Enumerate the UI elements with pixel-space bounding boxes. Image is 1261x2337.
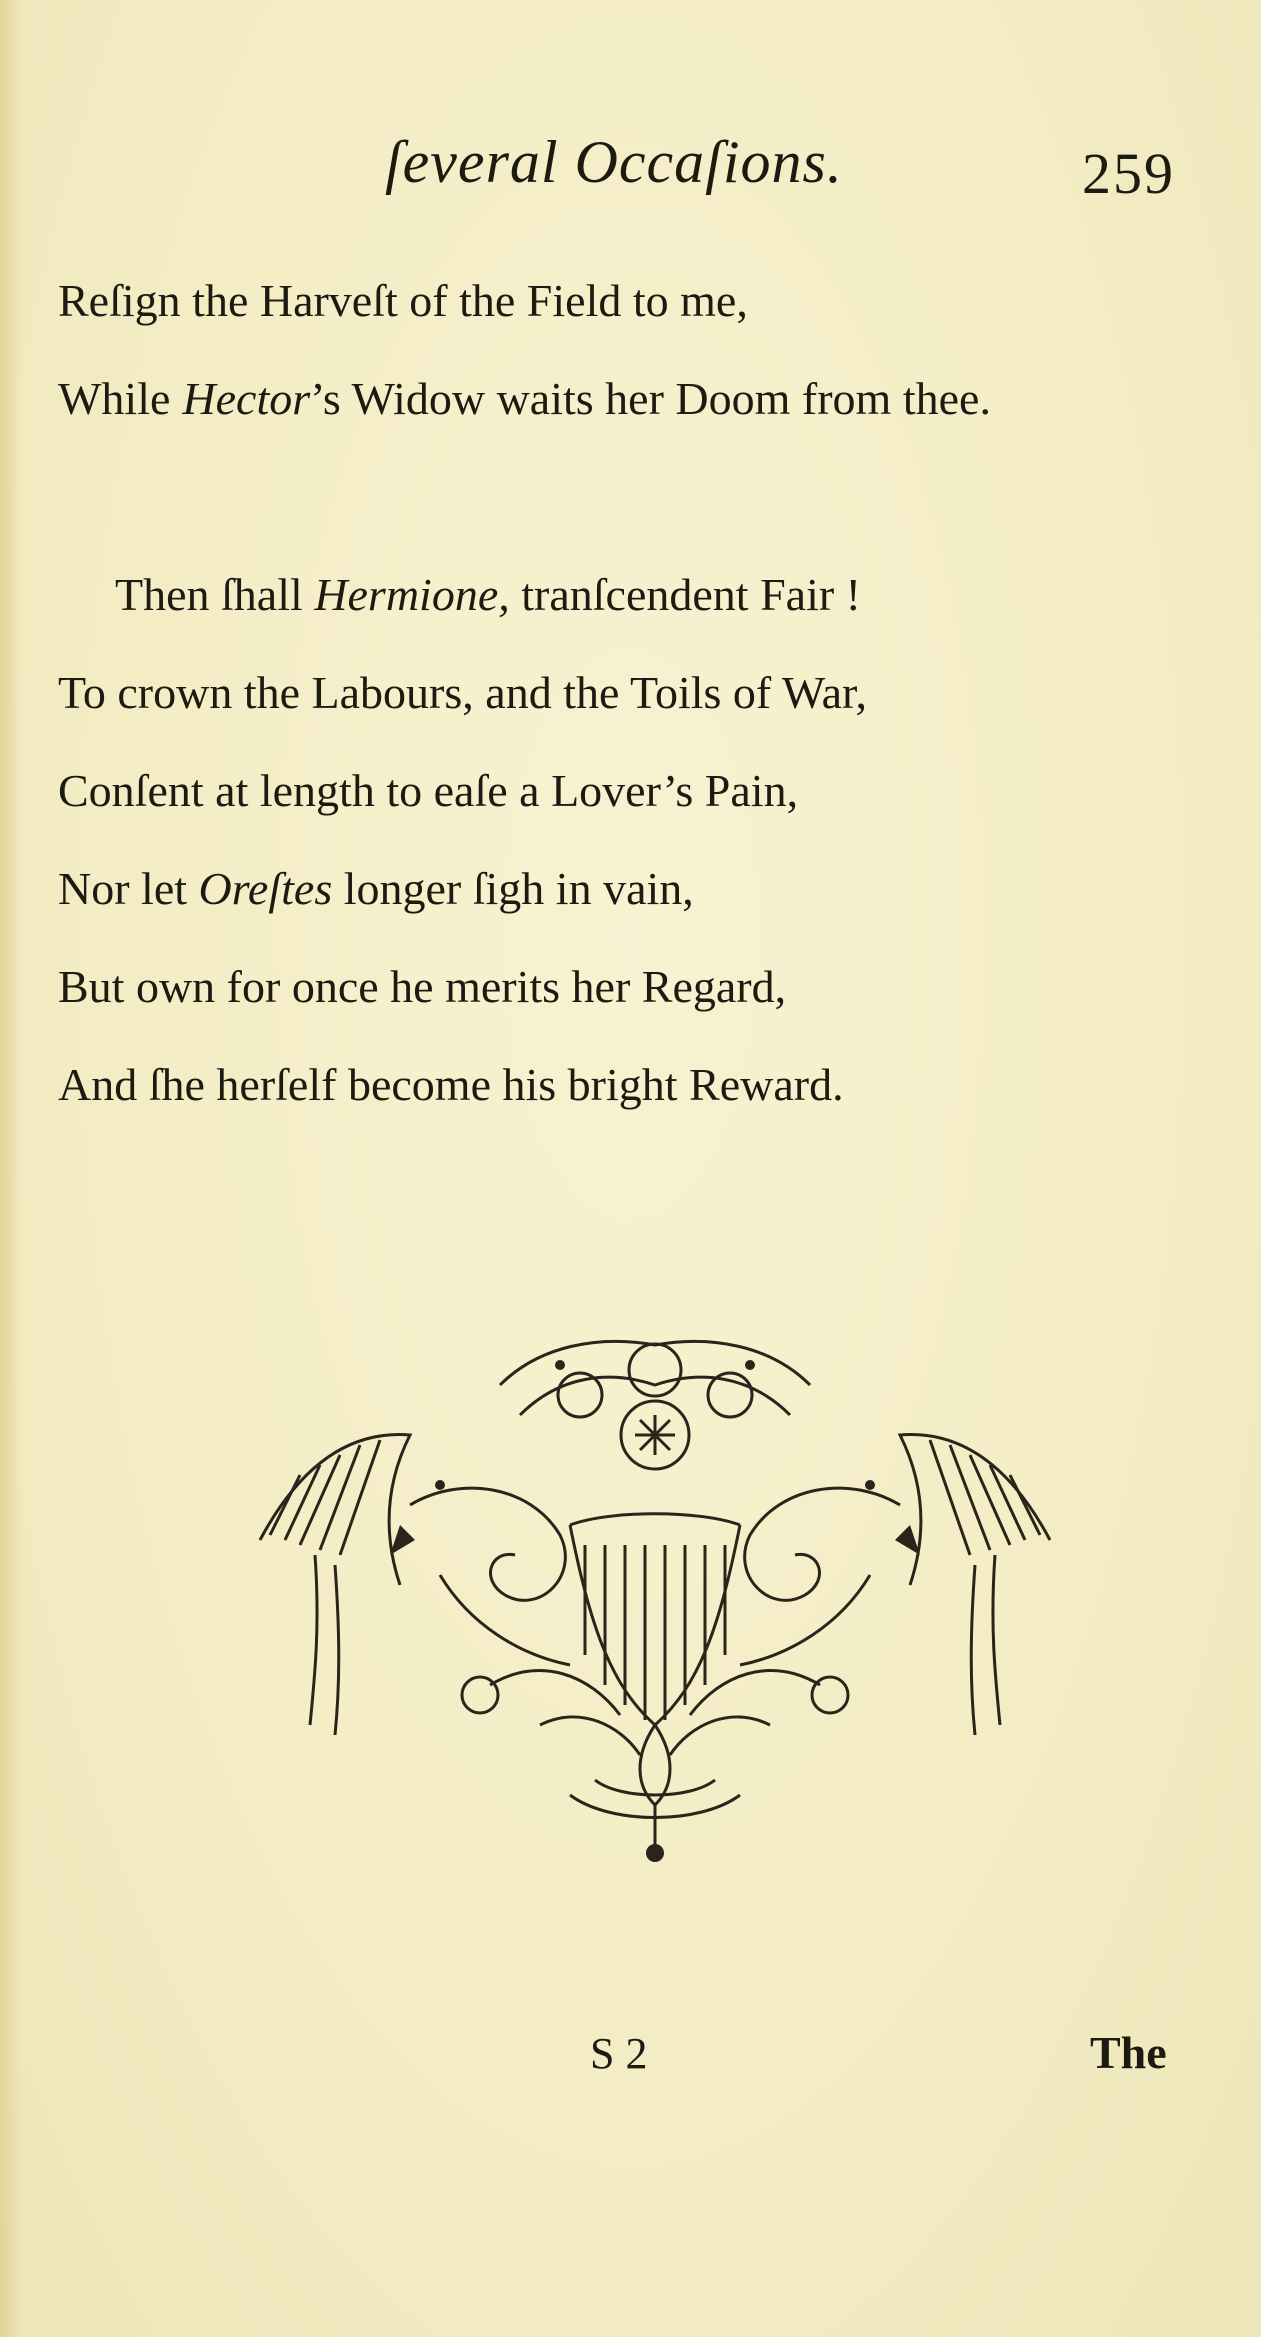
verse-line (58, 373, 991, 424)
verse-text: tranſcendent Fair ! (509, 569, 861, 620)
verse-text: Then ſhall (115, 569, 315, 620)
verse-text: But own for once he merits her Regard, (58, 961, 787, 1012)
verse-text: While (58, 373, 171, 424)
page-header (0, 118, 1261, 208)
verse-line (58, 667, 868, 718)
verse-text: And ſhe herſelf become his bright Reward. (58, 1059, 844, 1110)
floral-eagle-tailpiece-icon (240, 1325, 1070, 1880)
verse-text: longer ſigh in vain, (332, 863, 694, 914)
verse-line (58, 275, 748, 326)
verse-text: To crown the Labours, and the Toils of War, (58, 667, 868, 718)
page-number: 259 (1082, 141, 1175, 206)
signature-mark: S 2 (590, 2029, 648, 2078)
verse-text: ’s Widow waits her Doom from thee. (310, 373, 991, 424)
verse-line (58, 1059, 844, 1110)
verse-text: Conſent at length to eaſe a Lover’s Pain, (58, 765, 799, 816)
verse-line (58, 863, 694, 914)
catchword: The (1090, 2027, 1167, 2078)
page-edge-shadow (0, 0, 22, 2337)
verse-name: Hermione, (314, 569, 510, 620)
verse-text: Nor let (58, 863, 199, 914)
verse-name: Hector (182, 373, 311, 424)
verse-line (58, 961, 787, 1012)
verse-line (58, 765, 799, 816)
verse-text: Reſign the Harveſt of the Field to me, (58, 275, 748, 326)
verse-line (115, 569, 861, 620)
verse-name: Oreſtes (198, 863, 333, 914)
running-title: ſeveral Occaſions. (385, 129, 843, 195)
